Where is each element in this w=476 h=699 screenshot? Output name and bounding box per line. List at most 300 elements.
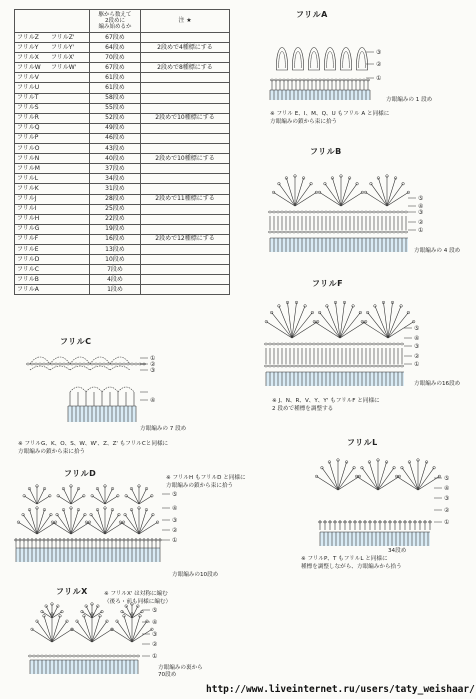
chain-stitch: [38, 363, 41, 365]
chain-stitch: [292, 211, 295, 213]
picot: [62, 487, 65, 490]
chain-stitch: [356, 231, 359, 233]
chain-stitch: [352, 211, 355, 213]
frill-name-cell: [15, 204, 90, 214]
row-number: ④: [444, 485, 450, 492]
chain-stitch: [344, 343, 347, 345]
chain-stitch: [332, 343, 335, 345]
picot: [359, 311, 362, 314]
row-number: ②: [414, 353, 420, 360]
note-cell: 2段めで10種標にする: [141, 154, 230, 164]
chain-stitch: [308, 211, 311, 213]
note-cell: [141, 174, 230, 184]
arch-chain: [86, 387, 102, 392]
chain-stitch: [58, 363, 61, 365]
picot: [326, 305, 329, 308]
fan-stitch: [341, 184, 357, 206]
fan-stitch: [387, 184, 403, 206]
frill-name-alt: フリルZ': [51, 33, 75, 41]
chain-stitch: [336, 231, 339, 233]
picot: [54, 521, 57, 524]
chain-stitch: [288, 343, 291, 345]
chain-stitch: [288, 365, 291, 367]
note-frill-d: ※ フリルH もフリルD と同様に 方眼編みの鎖から束に拾う: [166, 475, 246, 489]
frill-name: フリルY: [17, 43, 39, 51]
chain-stitch: [34, 363, 37, 365]
picot: [124, 513, 127, 516]
frill-name: フリルK: [17, 184, 39, 192]
start-row-cell: 34段め: [90, 174, 141, 184]
fan-stitch: [397, 476, 418, 490]
chain-stitch: [102, 363, 105, 365]
note-cell: [141, 123, 230, 133]
chain-stitch: [380, 211, 383, 213]
note-cell: [141, 244, 230, 254]
chain-stitch: [396, 231, 399, 233]
table-row: [15, 73, 230, 83]
frill-name-cell: [15, 113, 90, 123]
picot: [304, 305, 307, 308]
fan-stitch: [77, 621, 92, 642]
chain-stitch: [396, 365, 399, 367]
frill-name-cell: [15, 184, 90, 194]
picot: [88, 521, 91, 524]
chain-stitch: [316, 211, 319, 213]
watermark-url: http://www.liveinternet.ru/users/taty_weishaar/: [206, 684, 475, 695]
fan-stitch: [23, 515, 37, 534]
note-cell: [141, 285, 230, 295]
chain-stitch: [392, 343, 395, 345]
chain-stitch: [276, 365, 279, 367]
chain-stitch: [304, 343, 307, 345]
chain-stitch: [364, 211, 367, 213]
table-row: [15, 133, 230, 143]
chain-stitch: [84, 655, 87, 657]
fan-stitch: [340, 322, 366, 338]
picot: [352, 305, 355, 308]
chain-stitch: [324, 365, 327, 367]
start-row-cell: 61段め: [90, 73, 141, 83]
diagram-frill-a: [262, 22, 392, 104]
fan-stitch: [266, 322, 292, 338]
row-number: ④: [152, 619, 158, 626]
frill-name-cell: [15, 275, 90, 285]
start-row-cell: 25段め: [90, 204, 141, 214]
start-row-cell: 70段め: [90, 53, 141, 63]
fan-stitch: [92, 621, 107, 642]
chain-stitch: [74, 363, 77, 365]
chain-stitch: [276, 211, 279, 213]
chain-stitch: [44, 655, 47, 657]
title-frill-f: フリルF: [312, 279, 344, 288]
start-row-cell: 67段め: [90, 63, 141, 73]
frill-name: フリルI: [17, 205, 37, 213]
chain-stitch: [340, 343, 343, 345]
fan-stitch: [378, 476, 399, 490]
fan-stitch: [320, 192, 341, 206]
arch-chain: [118, 387, 134, 392]
picot: [265, 320, 268, 323]
fan-stitch: [362, 322, 388, 338]
row-number: ②: [444, 507, 450, 514]
chain-stitch: [280, 365, 283, 367]
chain-stitch: [78, 363, 81, 365]
fan-stitch: [409, 462, 418, 490]
row-number: ①: [152, 653, 158, 660]
note-cell: 2段めで12種標にする: [141, 234, 230, 244]
fan-stitch: [52, 616, 60, 642]
diagram-frill-b: [262, 156, 432, 256]
row-number: ⑤: [172, 491, 178, 498]
chain-stitch: [60, 655, 63, 657]
chain-stitch: [276, 343, 279, 345]
picot: [278, 182, 281, 185]
loop-stitch: [343, 52, 350, 69]
loop-stitch: [308, 48, 319, 71]
note-cell: [141, 204, 230, 214]
frill-name-cell: [15, 265, 90, 275]
chain-stitch: [368, 365, 371, 367]
chain-stitch: [62, 363, 65, 365]
chain-stitch: [396, 343, 399, 345]
chain-stitch: [268, 211, 271, 213]
chain-stitch: [130, 363, 133, 365]
picot: [310, 182, 313, 185]
frill-name-cell: [15, 123, 90, 133]
note-cell: [141, 103, 230, 113]
picot: [356, 182, 359, 185]
fan-stitch: [325, 184, 341, 206]
chain-stitch: [82, 363, 85, 365]
table-row: [15, 144, 230, 154]
chain-stitch: [344, 211, 347, 213]
chain-stitch: [312, 343, 315, 345]
frill-name: フリルH: [17, 215, 40, 223]
row-number: ①: [376, 75, 382, 82]
fan-stitch: [314, 322, 340, 338]
frill-name: フリルN: [17, 154, 40, 162]
picot: [393, 466, 396, 469]
start-row-cell: 52段め: [90, 113, 141, 123]
row-number: ④: [418, 203, 424, 210]
arch-chain: [102, 387, 118, 392]
table-row: [15, 164, 230, 174]
picot: [122, 521, 125, 524]
base-label-l: 34段め: [388, 548, 407, 554]
row-number: ⑤: [418, 195, 424, 202]
chain-stitch: [384, 211, 387, 213]
row-number: ②: [152, 641, 158, 648]
picot: [156, 521, 159, 524]
chain-stitch: [360, 343, 363, 345]
frill-name: フリルV: [17, 73, 39, 81]
arch-chain: [110, 366, 130, 370]
picot: [321, 466, 324, 469]
fan-stitch: [44, 616, 52, 642]
title-frill-a: フリルA: [296, 10, 328, 19]
title-frill-b: フリルB: [310, 147, 342, 156]
picot: [374, 305, 377, 308]
base-label-f: 方眼編みの16段め: [414, 381, 461, 387]
chain-stitch: [392, 211, 395, 213]
chain-stitch: [404, 211, 407, 213]
table-row: [15, 255, 230, 265]
chain-stitch: [296, 365, 299, 367]
chain-stitch: [336, 211, 339, 213]
chain-stitch: [312, 231, 315, 233]
chain-stitch: [384, 231, 387, 233]
chain-stitch: [280, 343, 283, 345]
chain-stitch: [300, 343, 303, 345]
picot: [43, 487, 46, 490]
fan-stitch: [52, 629, 72, 642]
chain-stitch: [320, 343, 323, 345]
row-number: ①: [444, 519, 450, 526]
chain-stitch: [56, 655, 59, 657]
start-row-cell: 61段め: [90, 83, 141, 93]
table-row: [15, 224, 230, 234]
chain-stitch: [132, 655, 135, 657]
chain-stitch: [300, 365, 303, 367]
frill-name-cell: [15, 164, 90, 174]
row-number: ⑤: [152, 607, 158, 614]
chain-stitch: [372, 365, 375, 367]
start-row-cell: 4段め: [90, 275, 141, 285]
frill-name: フリルX: [17, 53, 39, 61]
picot: [130, 487, 133, 490]
fan-stitch: [295, 192, 316, 206]
row-number: ⑤: [444, 475, 450, 482]
fan-stitch: [418, 468, 434, 490]
table-row: [15, 53, 230, 63]
fan-stitch: [272, 313, 292, 338]
arch-chain: [90, 366, 110, 370]
frill-name: フリルE: [17, 245, 39, 253]
chain-stitch: [364, 343, 367, 345]
chain-stitch: [392, 231, 395, 233]
table-row: [15, 63, 230, 73]
fan-stitch: [64, 510, 71, 534]
chain-stitch: [104, 655, 107, 657]
picot: [311, 311, 314, 314]
fan-stitch: [292, 322, 318, 338]
picot: [324, 182, 327, 185]
frill-name: フリルS: [17, 104, 39, 112]
picot: [111, 628, 114, 631]
fan-stitch: [402, 468, 418, 490]
frill-name-cell: [15, 103, 90, 113]
note-cell: [141, 73, 230, 83]
fan-stitch: [71, 515, 85, 534]
chain-stitch: [52, 655, 55, 657]
loop-stitch: [356, 48, 367, 71]
arch-chain: [70, 366, 90, 370]
picot: [353, 466, 356, 469]
title-frill-c: フリルC: [60, 337, 92, 346]
frill-name-cell: [15, 234, 90, 244]
fan-stitch: [341, 192, 362, 206]
chain-stitch: [122, 363, 125, 365]
fan-stitch: [295, 184, 311, 206]
chain-stitch: [368, 343, 371, 345]
chain-stitch: [316, 365, 319, 367]
table-row: [15, 265, 230, 275]
picot: [278, 305, 281, 308]
row-number: ②: [150, 361, 156, 368]
frill-name-cell: [15, 43, 90, 53]
start-row-cell: 43段め: [90, 144, 141, 154]
chain-stitch: [264, 365, 267, 367]
chain-stitch: [324, 343, 327, 345]
fan-stitch: [91, 515, 105, 534]
note-cell: [141, 184, 230, 194]
frill-name: フリルM: [17, 164, 40, 172]
chain-stitch: [380, 231, 383, 233]
table-row: [15, 244, 230, 254]
chain-stitch: [348, 343, 351, 345]
fan-stitch: [274, 192, 295, 206]
chain-stitch: [316, 231, 319, 233]
row-number: ②: [418, 219, 424, 226]
row-number: ③: [414, 343, 420, 350]
chain-stitch: [98, 363, 101, 365]
fan-stitch: [378, 468, 394, 490]
chain-stitch: [308, 231, 311, 233]
picot: [433, 466, 436, 469]
chain-stitch: [66, 363, 69, 365]
picot: [364, 320, 367, 323]
table-row: [15, 214, 230, 224]
diagram-frill-f: [262, 288, 430, 390]
chain-stitch: [134, 363, 137, 365]
frill-start-table: [14, 9, 230, 295]
chain-stitch: [272, 343, 275, 345]
frill-name-cell: [15, 144, 90, 154]
fan-stitch: [132, 629, 152, 642]
fan-stitch: [92, 616, 100, 642]
chain-stitch: [336, 343, 339, 345]
mesh-base-fill: [68, 406, 136, 422]
picot: [361, 466, 364, 469]
fan-stitch: [322, 468, 338, 490]
fan-stitch: [286, 178, 295, 206]
fan-stitch: [369, 462, 378, 490]
start-row-cell: 46段め: [90, 133, 141, 143]
start-row-cell: 40段め: [90, 154, 141, 164]
start-row-cell: 58段め: [90, 93, 141, 103]
picot: [85, 521, 88, 524]
picot: [96, 487, 99, 490]
picot: [84, 513, 87, 516]
note-cell: [141, 33, 230, 43]
fan-stitch: [132, 510, 139, 534]
chain-stitch: [332, 231, 335, 233]
chain-stitch: [28, 655, 31, 657]
chain-stitch: [332, 211, 335, 213]
loop-stitch: [324, 48, 335, 71]
chain-stitch: [344, 365, 347, 367]
chain-stitch: [300, 211, 303, 213]
chain-stitch: [380, 343, 383, 345]
frill-name-cell: [15, 63, 90, 73]
chain-stitch: [324, 211, 327, 213]
chain-stitch: [120, 655, 123, 657]
row-number: ②: [376, 61, 382, 68]
loop-stitch: [292, 48, 303, 71]
fan-stitch: [117, 621, 132, 642]
chain-stitch: [300, 231, 303, 233]
picot: [316, 320, 319, 323]
mesh-base-fill: [266, 372, 404, 386]
table-row: [15, 113, 230, 123]
chain-stitch: [264, 343, 267, 345]
table-row: [15, 275, 230, 285]
row-number: ③: [418, 209, 424, 216]
fan-stitch: [92, 629, 112, 642]
diagram-frill-x: [12, 598, 170, 680]
chain-stitch: [292, 231, 295, 233]
chain-stitch: [356, 365, 359, 367]
picot: [318, 191, 321, 194]
frill-name-cell: [15, 83, 90, 93]
fan-stitch: [329, 462, 338, 490]
start-row-cell: 1段め: [90, 285, 141, 295]
picot: [152, 513, 155, 516]
fan-stitch: [37, 515, 51, 534]
note-cell: 2段めで10種標にする: [141, 113, 230, 123]
frill-name: フリルP: [17, 134, 39, 142]
chain-stitch: [124, 655, 127, 657]
chain-stitch: [372, 231, 375, 233]
start-row-cell: 55段め: [90, 103, 141, 113]
start-row-cell: 16段め: [90, 234, 141, 244]
mesh-base-fill: [320, 532, 430, 546]
chain-stitch: [118, 363, 121, 365]
picot: [119, 521, 122, 524]
fan-stitch: [387, 192, 408, 206]
fan-stitch: [30, 510, 37, 534]
header-note: 注 ★: [141, 10, 230, 33]
chain-stitch: [308, 343, 311, 345]
picot: [313, 320, 316, 323]
arch-chain: [70, 387, 86, 392]
fan-stitch: [378, 178, 387, 206]
chain-stitch: [400, 231, 403, 233]
picot: [50, 513, 53, 516]
chain-stitch: [114, 363, 117, 365]
chain-stitch: [328, 231, 331, 233]
fan-stitch: [338, 476, 359, 490]
note-frill-a: ※ フリル E、I、M、Q、U もフリル A と同様に 方眼編みの鎖から束に拾う: [270, 111, 390, 125]
picot: [272, 191, 275, 194]
chain-stitch: [328, 343, 331, 345]
picot: [56, 513, 59, 516]
fan-stitch: [32, 629, 52, 642]
chain-stitch: [320, 211, 323, 213]
row-number: ③: [444, 495, 450, 502]
table-row: [15, 83, 230, 93]
chain-stitch: [276, 231, 279, 233]
frill-name-alt: フリルW': [51, 63, 77, 71]
row-number: ①: [418, 227, 424, 234]
chain-stitch: [312, 365, 315, 367]
note-cell: [141, 224, 230, 234]
note-cell: [141, 214, 230, 224]
row-number: ④: [150, 397, 156, 404]
picot: [111, 487, 114, 490]
row-number: ⑤: [414, 325, 420, 332]
header-start-row: 駆から数えて 2段めに 編み始めるか: [90, 10, 141, 33]
